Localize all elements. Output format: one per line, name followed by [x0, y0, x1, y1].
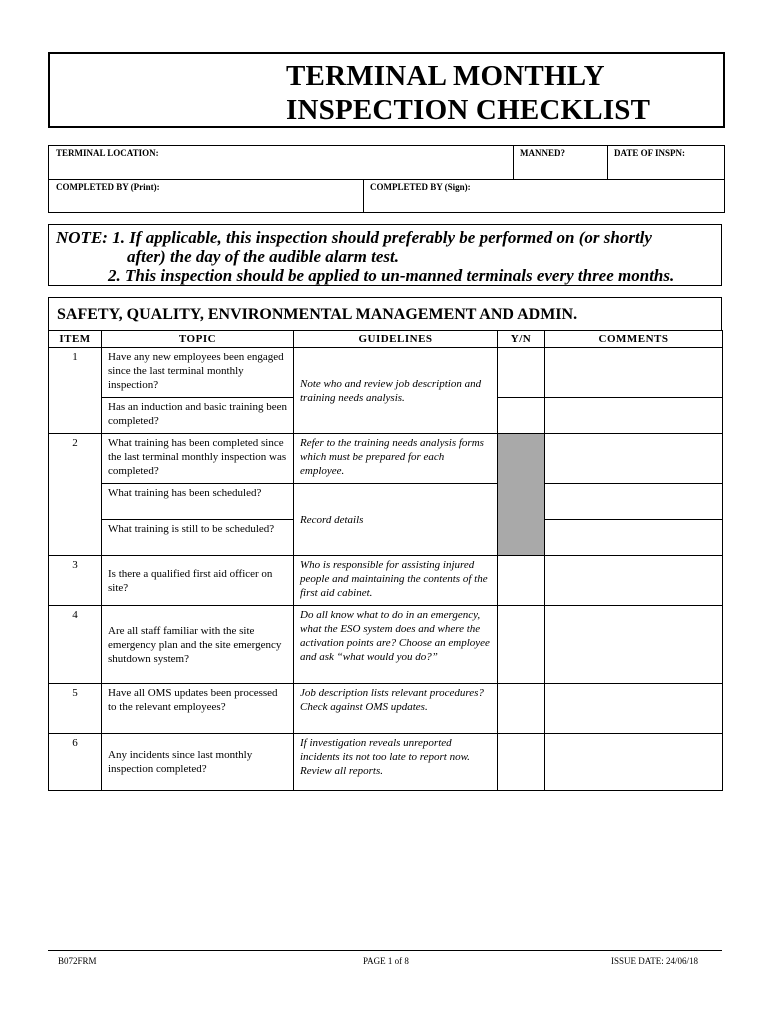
topic-cell: What training has been scheduled?: [102, 484, 294, 520]
section-header: [48, 297, 722, 331]
yn-cell[interactable]: [498, 556, 545, 606]
table-row: [49, 684, 723, 734]
form-code: B072FRM: [58, 956, 97, 966]
comments-cell[interactable]: [545, 434, 723, 484]
guideline-cell: Note who and review job description and training needs analysis.: [294, 348, 498, 434]
column-header-item: ITEM: [49, 331, 102, 348]
yn-cell[interactable]: [498, 348, 545, 398]
page-number: PAGE 1 of 8: [363, 956, 409, 966]
guideline-cell: Do all know what to do in an emergency, what the ESO system does and where the activation points are? Choose an employee and ask “what would you do?”: [294, 606, 498, 684]
yn-cell-shaded: [498, 434, 545, 556]
note-line-3: 2. This inspection should be applied to un-manned terminals every three months.: [108, 266, 675, 285]
document-title-line1: TERMINAL MONTHLY: [286, 60, 605, 92]
terminal-location-field[interactable]: TERMINAL LOCATION:: [56, 148, 159, 158]
note-line-2: after) the day of the audible alarm test.: [127, 247, 399, 266]
table-row: [49, 484, 723, 520]
comments-cell[interactable]: [545, 348, 723, 398]
guideline-cell: Job description lists relevant procedures? Check against OMS updates.: [294, 684, 498, 734]
item-number: 2: [49, 434, 102, 556]
topic-cell: Have any new employees been engaged since the last terminal monthly inspection?: [102, 348, 294, 398]
title-box: [48, 52, 725, 128]
item-number: 4: [49, 606, 102, 684]
column-header-comments: COMMENTS: [545, 331, 723, 348]
yn-cell[interactable]: [498, 684, 545, 734]
date-of-inspection-field[interactable]: DATE OF INSPN:: [614, 148, 686, 158]
comments-cell[interactable]: [545, 398, 723, 434]
item-number: 1: [49, 348, 102, 434]
column-header-guidelines: GUIDELINES: [294, 331, 498, 348]
yn-cell[interactable]: [498, 606, 545, 684]
guideline-cell: If investigation reveals unreported incidents its not too late to report now. Review all reports.: [294, 734, 498, 791]
comments-cell[interactable]: [545, 520, 723, 556]
table-row: [49, 734, 723, 791]
item-number: 3: [49, 556, 102, 606]
table-row: [49, 606, 723, 684]
document-title-line2: INSPECTION CHECKLIST: [286, 94, 651, 126]
topic-cell: Any incidents since last monthly inspection completed?: [102, 734, 294, 791]
column-header-yn: Y/N: [498, 331, 545, 348]
topic-cell: What training is still to be scheduled?: [102, 520, 294, 556]
issue-date: ISSUE DATE: 24/06/18: [611, 956, 699, 966]
completed-by-sign-field[interactable]: COMPLETED BY (Sign):: [370, 182, 471, 192]
comments-cell[interactable]: [545, 484, 723, 520]
yn-cell[interactable]: [498, 398, 545, 434]
table-row: [49, 556, 723, 606]
topic-cell: Have all OMS updates been processed to the relevant employees?: [102, 684, 294, 734]
completed-by-print-field[interactable]: COMPLETED BY (Print):: [56, 182, 160, 192]
section-title: SAFETY, QUALITY, ENVIRONMENTAL MANAGEMENT AND ADMIN.: [57, 306, 578, 323]
table-row: [49, 348, 723, 398]
checklist-table: [48, 330, 723, 791]
column-header-topic: TOPIC: [102, 331, 294, 348]
guideline-cell: Record details: [294, 484, 498, 556]
item-number: 5: [49, 684, 102, 734]
note-box: [48, 224, 722, 286]
item-number: 6: [49, 734, 102, 791]
manned-field[interactable]: MANNED?: [520, 148, 565, 158]
guideline-cell: Refer to the training needs analysis forms which must be prepared for each employee.: [294, 434, 498, 484]
topic-cell: Are all staff familiar with the site emergency plan and the site emergency shutdown system?: [102, 606, 294, 684]
comments-cell[interactable]: [545, 684, 723, 734]
topic-cell: What training has been completed since the last terminal monthly inspection was completed?: [102, 434, 294, 484]
footer-divider: [48, 950, 722, 951]
table-row: [49, 434, 723, 484]
comments-cell[interactable]: [545, 606, 723, 684]
comments-cell[interactable]: [545, 734, 723, 791]
topic-cell: Has an induction and basic training been completed?: [102, 398, 294, 434]
topic-cell: Is there a qualified first aid officer on site?: [102, 556, 294, 606]
yn-cell[interactable]: [498, 734, 545, 791]
note-line-1: NOTE: 1. If applicable, this inspection should preferably be performed on (or shortly: [56, 228, 652, 247]
info-fields-box: [48, 145, 725, 213]
comments-cell[interactable]: [545, 556, 723, 606]
guideline-cell: Who is responsible for assisting injured people and maintaining the contents of the first aid cabinet.: [294, 556, 498, 606]
table-header-row: [49, 331, 723, 348]
